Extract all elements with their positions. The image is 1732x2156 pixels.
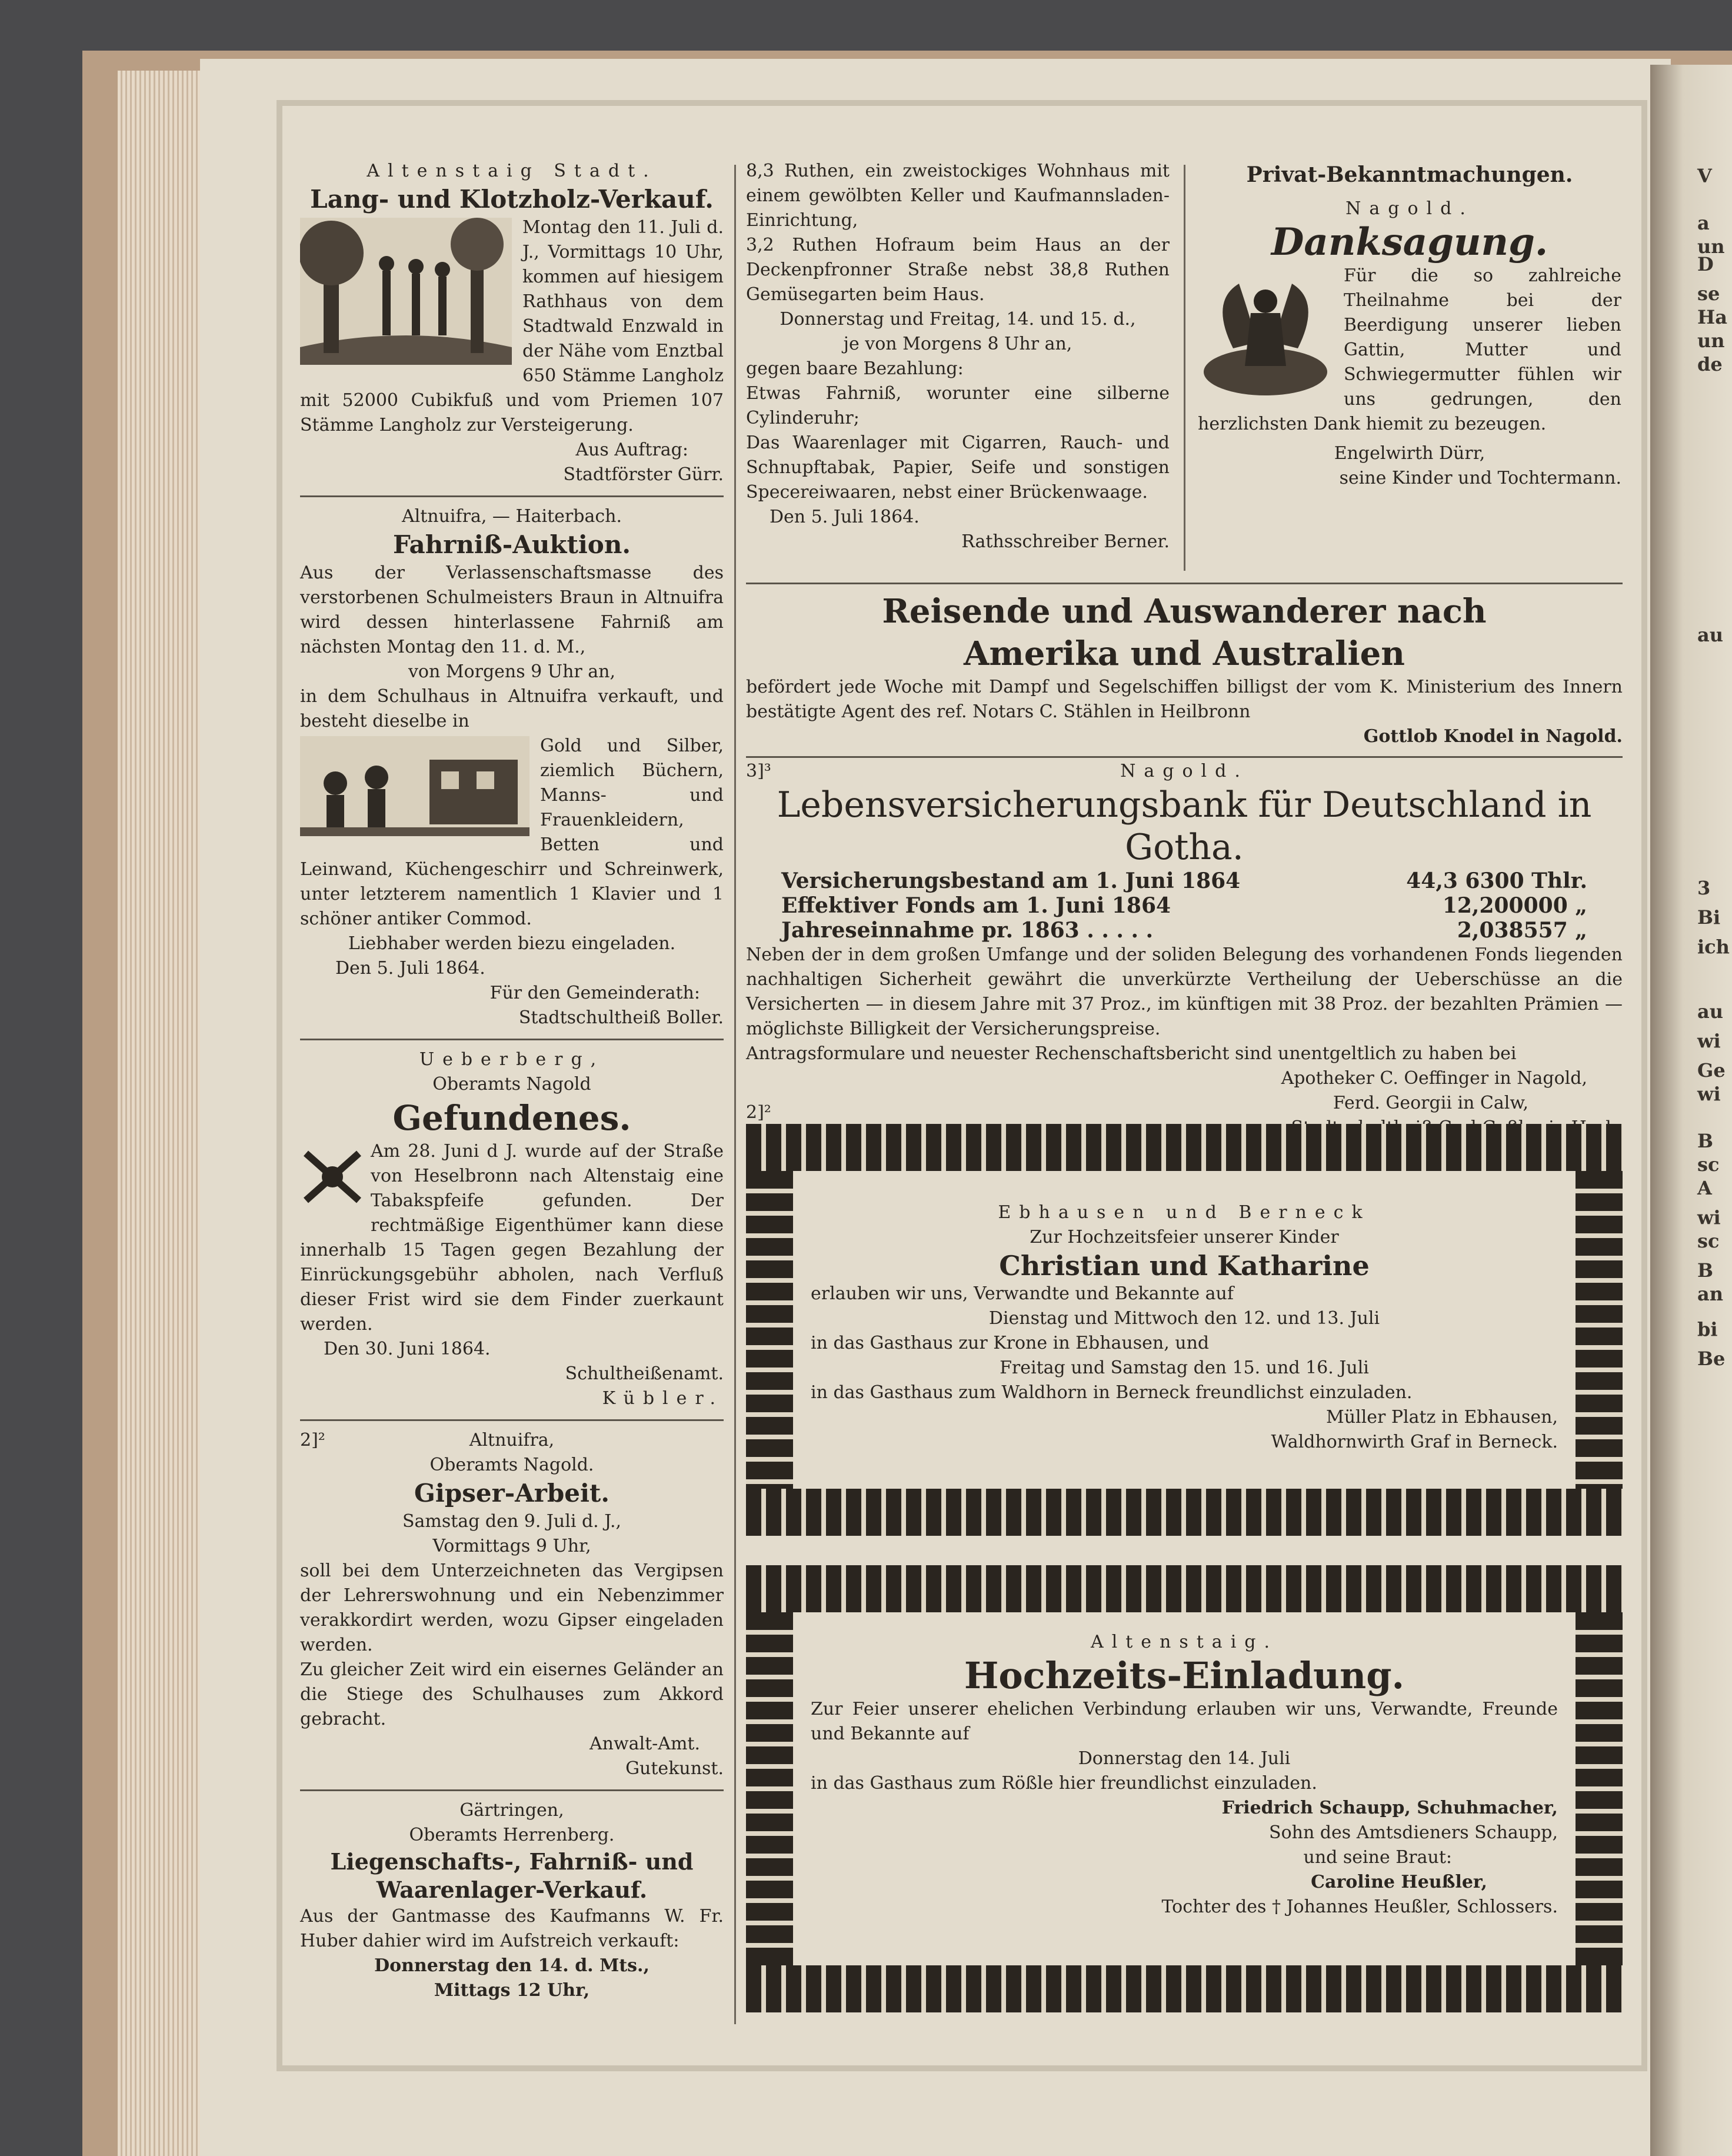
a5-place2: Oberamts Herrenberg. <box>409 1825 615 1845</box>
wed2-sign4: Caroline Heußler, <box>1311 1872 1487 1892</box>
a2-body3: in dem Schulhaus in Altnuifra verkauft, und besteht dieselbe in <box>300 686 724 731</box>
neighbor-fragment: Ge <box>1697 1059 1726 1082</box>
life-body: Neben der in dem großen Umfange und der soliden Belegung des vorhandenen Fonds liegenden nachhaltigen Sicherheit gewährt die unverkürzte Vertheilung der Ueberschüsse an die Versicherten — in diesem Jahre mit 37 Proz., im künftigen mit 38 Proz. der bezahlten Prämien — möglichste Billigkeit der Versicherungspreise. <box>746 944 1623 1039</box>
a3-sign1: Schultheißenamt. <box>565 1363 724 1384</box>
neighbor-fragment: un <box>1697 235 1725 258</box>
emig-title1: Reisende und Auswanderer nach <box>882 592 1487 631</box>
c3-body: Für die so zahlreiche Theilnahme bei der Beerdigung unserer lieben Gattin, Mutter und Schwiegermutter fühlen wir uns gedrungen, den herzlichsten Dank hiemit zu bezeugen. <box>1198 265 1621 434</box>
wed1-names: Christian und Katharine <box>999 1250 1370 1282</box>
neighbor-fragment: un <box>1697 330 1725 352</box>
emig-sign: Gottlob Knodel in Nagold. <box>1363 726 1623 747</box>
c2-l7: Das Waarenlager mit Cigarren, Rauch- und Schnupftabak, Papier, Seife und sonstigen Specereiwaaren, nebst einer Brückenwaage. <box>746 432 1170 503</box>
c2-l6: Etwas Fahrniß, worunter eine silberne Cylinderuhr; <box>746 383 1170 428</box>
neighbor-fragment: ich <box>1697 936 1730 958</box>
neighbor-fragment: Bi <box>1697 906 1721 929</box>
a4-mark: 2]² <box>300 1430 325 1450</box>
column-1 <box>300 159 724 2003</box>
wed2-ornament-left <box>746 1612 793 1965</box>
wed2-l3: in das Gasthaus zum Rößle hier freundlichst einzuladen. <box>811 1773 1317 1794</box>
wed2-ornament-right <box>1576 1612 1623 1965</box>
a1-title: Lang- und Klotzholz-Verkauf. <box>310 185 714 214</box>
neighbor-fragment: a <box>1697 212 1710 234</box>
neighbor-fragment: au <box>1697 624 1723 646</box>
wed1-ornament-left <box>746 1171 793 1489</box>
life-agent2: Ferd. Georgii in Calw, <box>1333 1093 1528 1113</box>
emig-body: befördert jede Woche mit Dampf und Segelschiffen billigst der vom K. Ministerium des Innern bestätigte Agent des ref. Notars C. Stählen in Heilbronn <box>746 677 1623 722</box>
c3-title: Danksagung. <box>1271 220 1548 264</box>
life-row1 <box>746 869 1623 893</box>
neighbor-fragment: A <box>1697 1177 1712 1199</box>
wed1-intro: Zur Hochzeitsfeier unserer Kinder <box>1030 1227 1339 1247</box>
wed2-ornament-bottom <box>746 1965 1623 2012</box>
column-rule-2 <box>1184 165 1185 571</box>
neighbor-fragment: sc <box>1697 1230 1720 1252</box>
c2-l5: gegen baare Bezahlung: <box>746 358 964 379</box>
a1-body: Montag den 11. Juli d. J., Vormittags 10 Uhr, kommen auf hiesigem Rathhaus von dem Stadtwald Enzwald in der Nähe vom Enztbal 650 Stämme Langholz mit 52000 Cubikfuß und vom Priemen 107 Stämme Langholz zur Versteigerung. <box>300 217 724 435</box>
wed1-l1: erlauben wir uns, Verwandte und Bekannte auf <box>811 1283 1234 1304</box>
life-row1-label: Versicherungsbestand am 1. Juni 1864 <box>781 869 1241 893</box>
wed2-place: Altenstaig. <box>1090 1632 1278 1652</box>
wed1-sign1: Müller Platz in Ebhausen, <box>1325 1407 1558 1428</box>
neighbor-fragment: V <box>1697 165 1712 187</box>
life-row1-value: 44,3 6300 Thlr. <box>1406 869 1587 893</box>
column-2 <box>746 159 1170 554</box>
a3-title: Gefundenes. <box>392 1098 631 1138</box>
wed1-mark: 2]² <box>746 1102 771 1123</box>
wed2-sign5: Tochter des † Johannes Heußler, Schlossers. <box>1161 1897 1558 1917</box>
a4-date2: Vormittags 9 Uhr, <box>432 1536 591 1556</box>
wed1-l5: in das Gasthaus zum Waldhorn in Berneck freundlichst einzuladen. <box>811 1382 1413 1403</box>
life-insurance-ad <box>746 759 1623 1140</box>
next-page-edge <box>1650 65 1732 2156</box>
c3-sign1: Engelwirth Dürr, <box>1334 443 1485 464</box>
household-goods-woodcut <box>300 736 529 836</box>
life-mark: 3]³ <box>746 761 771 781</box>
a5-date2: Mittags 12 Uhr, <box>434 1980 590 2001</box>
neighbor-fragment: wi <box>1697 1206 1721 1229</box>
a4-place2: Oberamts Nagold. <box>429 1455 594 1475</box>
neighbor-fragment: an <box>1697 1283 1723 1305</box>
a3-place1: Ueberberg, <box>419 1049 605 1070</box>
column-3 <box>1198 159 1621 491</box>
life-row3-value: 2,038557 „ <box>1457 918 1587 943</box>
wed2-l1: Zur Feier unserer ehelichen Verbindung erlauben wir uns, Verwandte, Freunde und Bekannte auf <box>811 1699 1558 1744</box>
wed1-place: Ebhausen und Berneck <box>998 1202 1371 1223</box>
c3-place: Nagold. <box>1345 198 1474 219</box>
neighbor-fragment: sc <box>1697 1153 1720 1176</box>
c2-date: Den 5. Juli 1864. <box>770 507 920 527</box>
a4-sign1: Anwalt-Amt. <box>589 1734 700 1754</box>
neighbor-fragment: Ha <box>1697 306 1727 328</box>
a2-body4: Gold und Silber, ziemlich Büchern, Manns- und Frauenkleidern, Betten und Leinwand, Küchengeschirr und Schreinwerk, unter letzterem namentlich 1 Klavier und 1 schöner antiker Commod. <box>300 736 724 929</box>
wed2-sign1: Friedrich Schaupp, Schuhmacher, <box>1221 1798 1558 1818</box>
neighbor-fragment: Be <box>1697 1348 1726 1370</box>
neighbor-fragment: bi <box>1697 1318 1718 1340</box>
a5-body: Aus der Gantmasse des Kaufmanns W. Fr. Huber dahier wird im Aufstreich verkauft: <box>300 1906 724 1951</box>
forest-woodcut-illustration <box>300 218 512 365</box>
wed2-sign2: Sohn des Amtsdieners Schaupp, <box>1269 1822 1558 1843</box>
c2-l1: 8,3 Ruthen, ein zweistockiges Wohnhaus mit einem gewölbten Keller und Kaufmannsladen-Einrichtung, <box>746 161 1170 231</box>
wed1-l2: Dienstag und Mittwoch den 12. und 13. Juli <box>988 1308 1380 1329</box>
tobacco-pipe-icon <box>300 1142 365 1212</box>
life-row2 <box>746 893 1623 918</box>
a1-place: Altenstaig Stadt. <box>367 161 657 181</box>
a5-date1: Donnerstag den 14. d. Mts., <box>374 1955 650 1976</box>
angel-illustration <box>1198 266 1333 401</box>
c2-l2: 3,2 Ruthen Hofraum beim Haus an der Deckenpfronner Straße nebst 38,8 Ruthen Gemüsegarten beim Haus. <box>746 235 1170 305</box>
life-row3 <box>746 918 1623 943</box>
c3-sign2: seine Kinder und Tochtermann. <box>1339 468 1621 488</box>
a2-sign1: Für den Gemeinderath: <box>489 983 700 1003</box>
wed1-l4: Freitag und Samstag den 15. und 16. Juli <box>1000 1358 1369 1378</box>
neighbor-fragment: wi <box>1697 1030 1721 1052</box>
wed1-ornament-top <box>746 1124 1623 1171</box>
life-title: Lebensversicherungsbank für Deutschland in Gotha. <box>777 784 1592 868</box>
life-row2-value: 12,200000 „ <box>1442 893 1587 918</box>
wed2-ornament-top <box>746 1565 1623 1612</box>
life-body2: Antragsformulare und neuester Rechenschaftsbericht sind unentgeltlich zu haben bei <box>746 1043 1517 1064</box>
life-agent1: Apotheker C. Oeffinger in Nagold, <box>1281 1068 1587 1089</box>
a4-title: Gipser-Arbeit. <box>414 1479 609 1508</box>
wed1-text <box>811 1200 1558 1455</box>
a2-date: Den 5. Juli 1864. <box>335 958 485 979</box>
c2-l4: je von Morgens 8 Uhr an, <box>843 334 1072 354</box>
a5-title: Liegenschafts-, Fahrniß- und Waarenlager-Verkauf. <box>330 1848 694 1903</box>
neighbor-fragment: B <box>1697 1130 1714 1152</box>
wed1-l3: in das Gasthaus zur Krone in Ebhausen, und <box>811 1333 1210 1353</box>
a2-body2: von Morgens 9 Uhr an, <box>408 661 616 682</box>
wed2-sign3: und seine Braut: <box>1303 1847 1452 1868</box>
wed1-ornament-right <box>1576 1171 1623 1489</box>
neighbor-fragment: D <box>1697 253 1714 275</box>
emigration-ad <box>746 583 1623 758</box>
column-rule-1 <box>734 165 736 2024</box>
a2-body5: Liebhaber werden biezu eingeladen. <box>348 933 676 954</box>
c2-l3: Donnerstag und Freitag, 14. und 15. d., <box>780 309 1136 330</box>
a3-place2: Oberamts Nagold <box>432 1074 591 1094</box>
life-place: Nagold. <box>1120 761 1248 781</box>
a1-sign2: Stadtförster Gürr. <box>563 464 724 485</box>
a3-sign2: Kübler. <box>602 1388 724 1409</box>
a2-title: Fahrniß-Auktion. <box>393 530 631 559</box>
wed2-l2: Donnerstag den 14. Juli <box>1078 1748 1291 1769</box>
a2-place: Altnuifra, — Haiterbach. <box>401 506 622 527</box>
c3-head: Privat-Bekanntmachungen. <box>1246 162 1573 187</box>
c2-sign: Rathsschreiber Berner. <box>961 531 1170 552</box>
a4-place1: Altnuifra, <box>469 1430 555 1450</box>
a4-date1: Samstag den 9. Juli d. J., <box>402 1511 622 1532</box>
wed2-title: Hochzeits-Einladung. <box>964 1654 1405 1697</box>
a4-sign2: Gutekunst. <box>625 1758 724 1779</box>
a1-sign1: Aus Auftrag: <box>575 440 688 460</box>
emig-title2: Amerika und Australien <box>963 634 1405 673</box>
neighbor-fragment: se <box>1697 282 1720 305</box>
neighbor-fragment: wi <box>1697 1083 1721 1105</box>
wed1-ornament-bottom <box>746 1489 1623 1536</box>
wed1-sign2: Waldhornwirth Graf in Berneck. <box>1271 1432 1558 1452</box>
page-edges <box>118 71 212 2156</box>
a3-body: Am 28. Juni d J. wurde auf der Straße von Heselbronn nach Altenstaig eine Tabakspfeife gefunden. Der rechtmäßige Eigenthümer kann diese innerhalb 15 Tagen gegen Bezahlung der Einrückungsgebühr abholen, nach Verfluß dieser Frist wird sie dem Finder zuerkaunt werden. <box>300 1141 724 1335</box>
wed2-text <box>811 1630 1558 1919</box>
a2-sign2: Stadtschultheiß Boller. <box>518 1007 724 1028</box>
neighbor-fragment: 3 <box>1697 877 1711 899</box>
neighbor-fragment: B <box>1697 1259 1714 1282</box>
life-row3-label: Jahreseinnahme pr. 1863 . . . . . <box>781 918 1154 943</box>
wedding-ad-2 <box>746 1565 1623 2012</box>
neighbor-fragment: de <box>1697 353 1723 375</box>
a4-body1: soll bei dem Unterzeichneten das Vergipsen der Lehrerswohnung und ein Nebenzimmer verakkordirt werden, wozu Gipser eingeladen werden. <box>300 1561 724 1655</box>
life-row2-label: Effektiver Fonds am 1. Juni 1864 <box>781 893 1171 918</box>
a2-body1: Aus der Verlassenschaftsmasse des verstorbenen Schulmeisters Braun in Altnuifra wird dessen hinterlassene Fahrniß am nächsten Montag den 11. d. M., <box>300 563 724 657</box>
a4-body2: Zu gleicher Zeit wird ein eisernes Geländer an die Stiege des Schulhauses zum Akkord gebracht. <box>300 1659 724 1729</box>
a5-place1: Gärtringen, <box>459 1800 564 1821</box>
neighbor-fragment: au <box>1697 1000 1723 1023</box>
a3-date: Den 30. Juni 1864. <box>324 1339 491 1359</box>
